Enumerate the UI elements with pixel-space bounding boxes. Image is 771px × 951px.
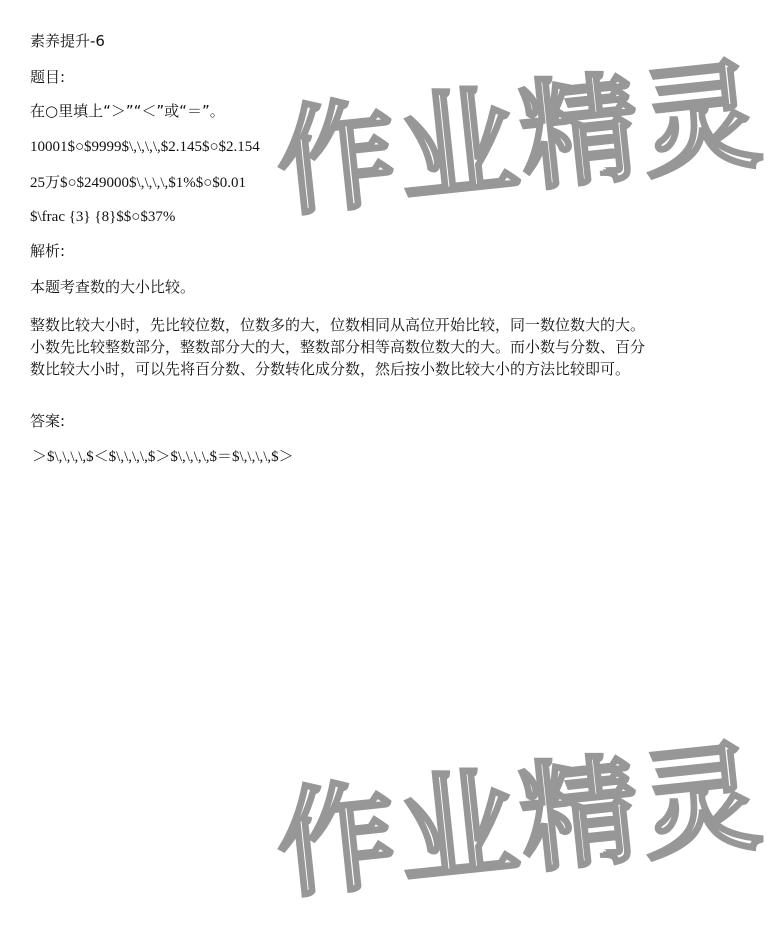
analysis-intro: 本题考查数的大小比较。 xyxy=(30,278,196,296)
question-label: 题目: xyxy=(30,68,66,86)
question-row-3: $\frac {3} {8}$$○$37% xyxy=(30,209,176,225)
question-text: 在○里填上“＞”“＜”或“＝”。 xyxy=(30,102,225,120)
page-title: 素养提升-6 xyxy=(30,32,105,50)
answer-text: ＞$\,\,\,\,$＜$\,\,\,\,$＞$\,\,\,\,$＝$\,\,\,\,$＞ xyxy=(32,449,294,465)
watermark-bottom: 作业精灵 xyxy=(270,726,771,916)
question-row-2: 25万$○$249000$\,\,\,\,$1%$○$0.01 xyxy=(30,175,247,191)
watermark-top: 作业精灵 xyxy=(270,44,771,234)
analysis-label: 解析: xyxy=(30,242,66,260)
question-row-1: 10001$○$9999$\,\,\,\,$2.145$○$2.154 xyxy=(30,139,260,155)
answer-label: 答案: xyxy=(30,412,66,430)
analysis-paragraph: 整数比较大小时，先比较位数，位数多的大，位数相同从高位开始比较，同一数位数大的大。小数先比较整数部分，整数部分大的大，整数部分相等高数位数大的大。而小数与分数、百分数比较大小时，可以先将百分数、分数转化成分数，然后按小数比较大小的方法比较即可。 xyxy=(30,316,646,378)
